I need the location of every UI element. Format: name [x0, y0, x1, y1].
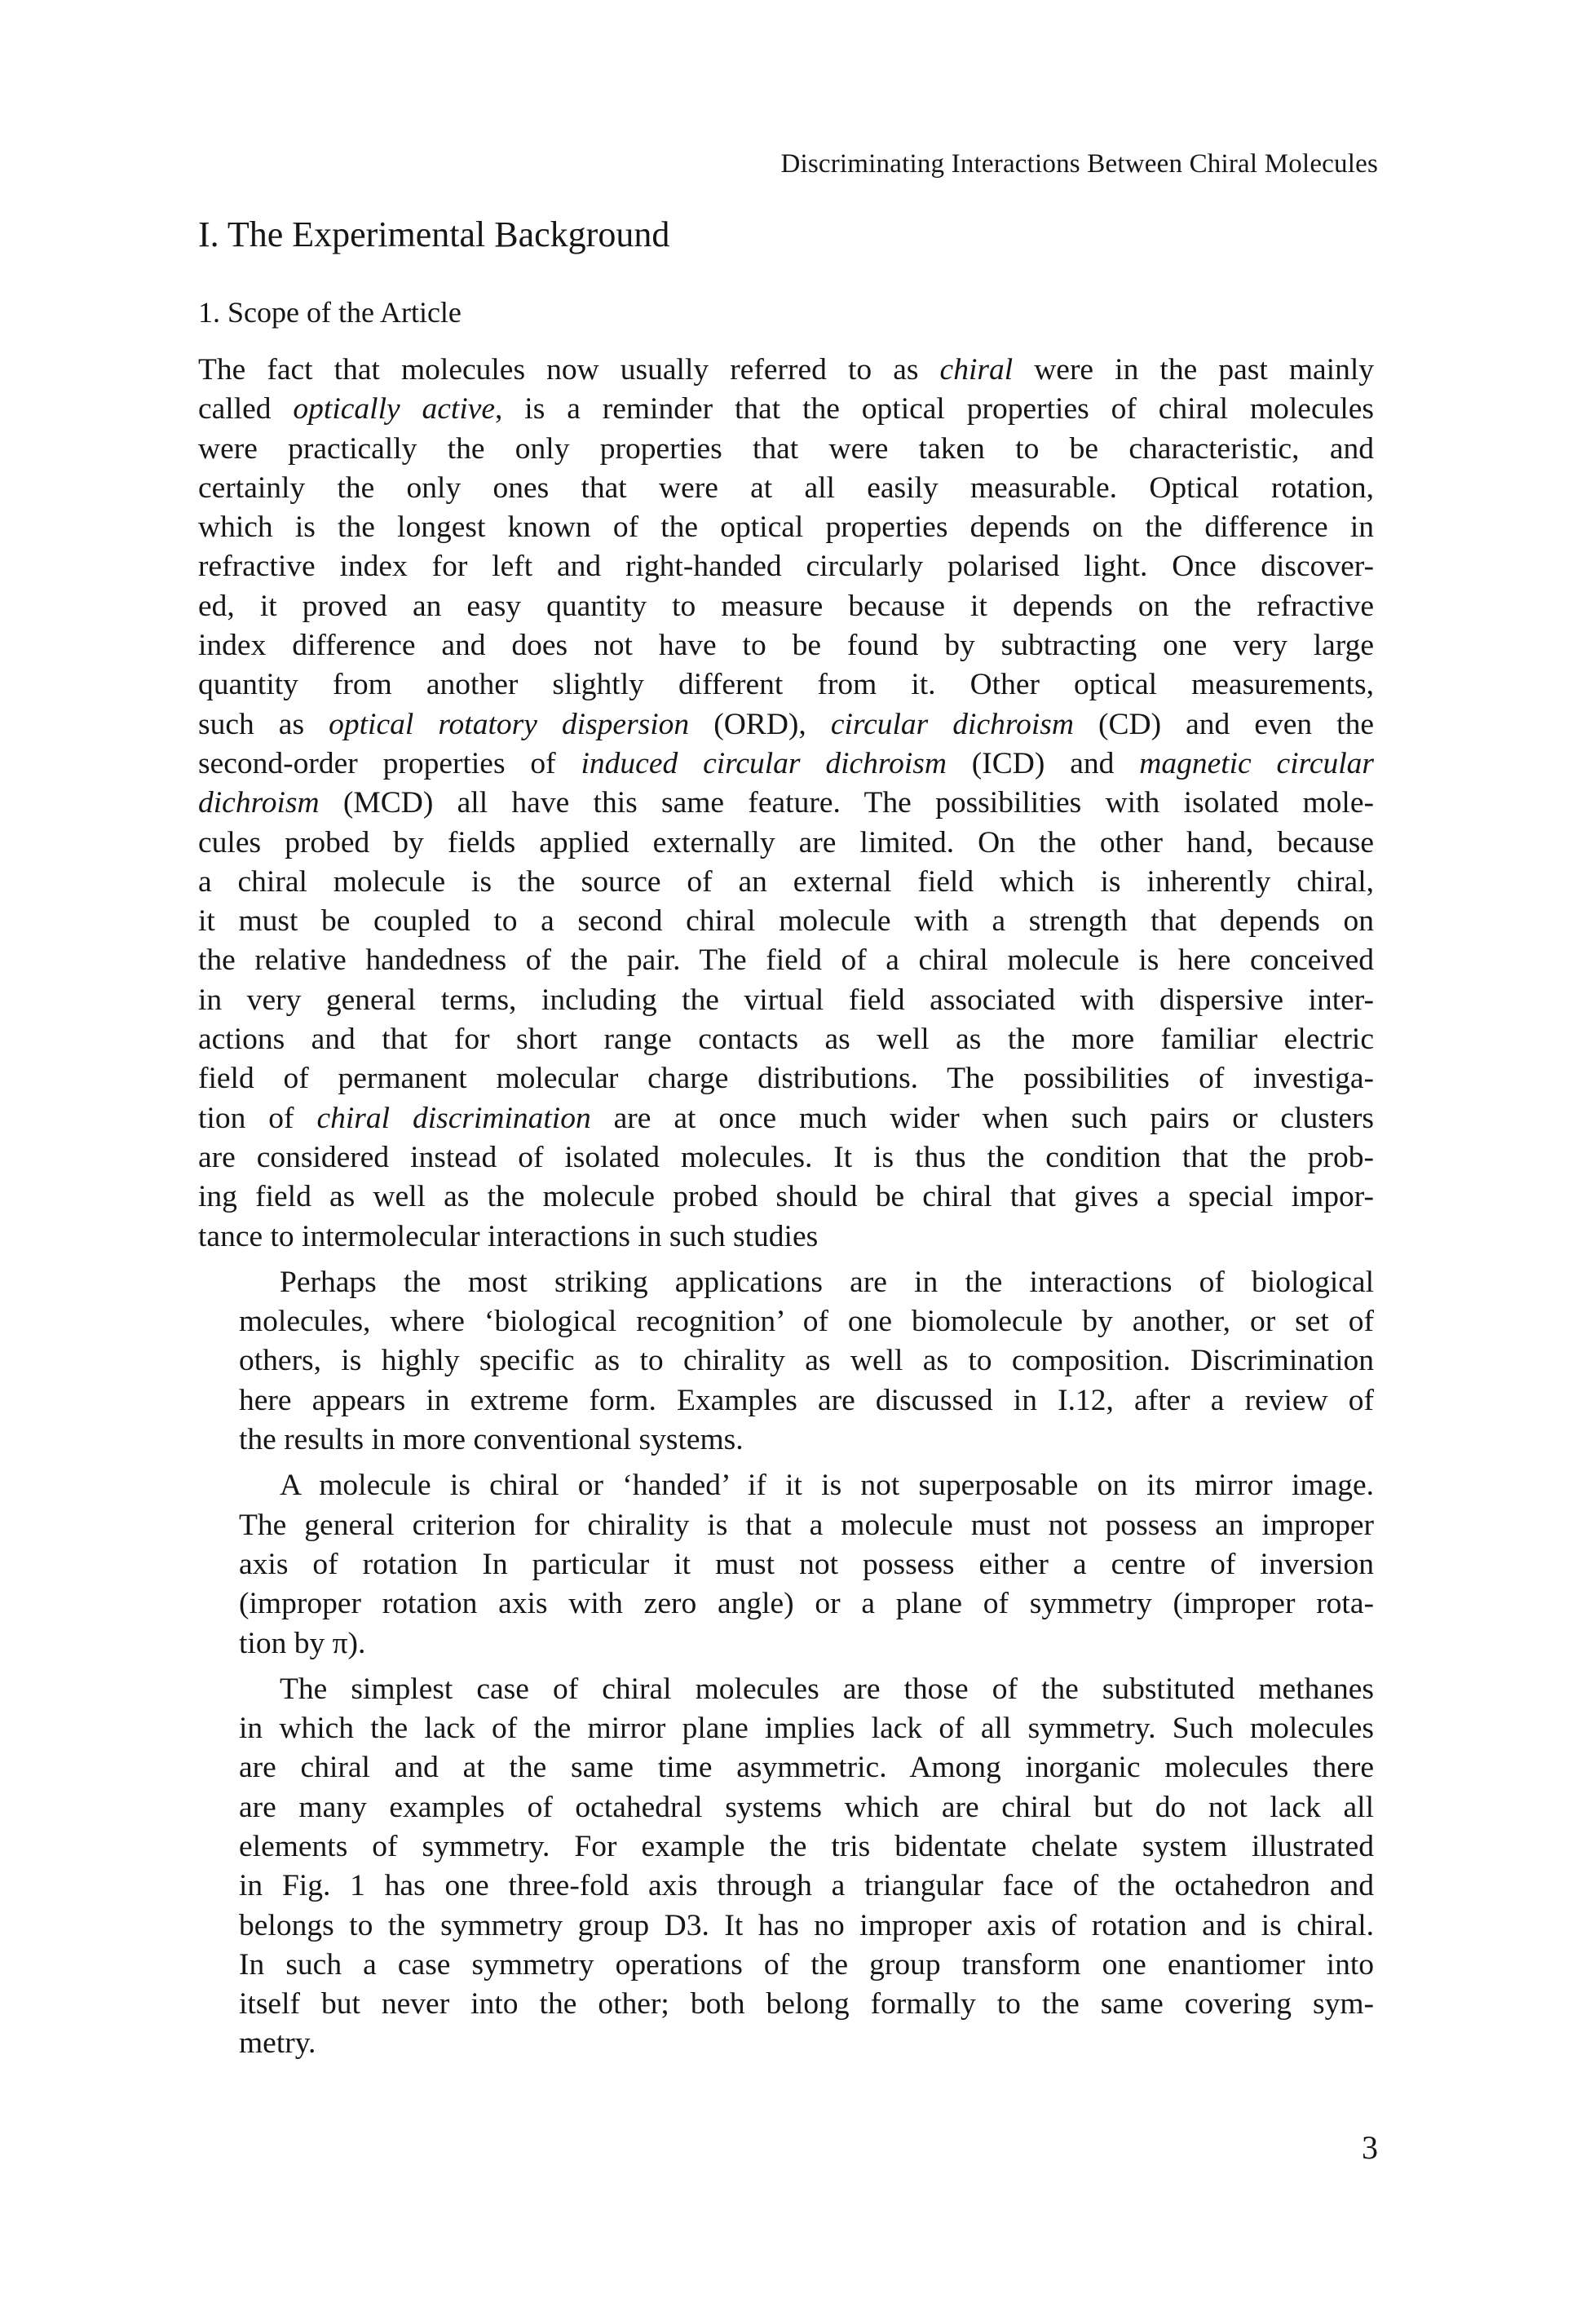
text-line: Perhaps the most striking applications are in the interactions of biological — [280, 1265, 1374, 1299]
text-line: refractive index for left and right-handed circularly polarised light. Once discover- — [198, 550, 1374, 584]
text-line: were practically the only properties that were taken to be characteristic, and — [198, 431, 1374, 466]
text-line: second-order properties of induced circular dichroism (ICD) and magnetic circular — [198, 746, 1374, 780]
italic-term: optical rotatory dispersion — [329, 707, 690, 741]
text-line: here appears in extreme form. Examples are discussed in I.12, after a review of — [239, 1383, 1374, 1417]
text-line: belongs to the symmetry group D3. It has no improper axis of rotation and is chiral. — [239, 1908, 1374, 1942]
text-line: the relative handedness of the pair. The field of a chiral molecule is here conceived — [198, 943, 1374, 978]
text-line: which is the longest known of the optical properties depends on the difference in — [198, 510, 1374, 545]
text-line: in very general terms, including the virtual field associated with dispersive inter- — [198, 983, 1374, 1017]
text-line: axis of rotation In particular it must not possess either a centre of inversion — [239, 1547, 1374, 1581]
italic-term: induced circular dichroism — [581, 746, 947, 780]
text-line: ed, it proved an easy quantity to measure because it depends on the refractive — [198, 589, 1374, 623]
text-line: it must be coupled to a second chiral molecule with a strength that depends on — [198, 904, 1374, 939]
text-line: (improper rotation axis with zero angle) or a plane of symmetry (improper rota- — [239, 1587, 1374, 1621]
text-line: the results in more conventional systems. — [239, 1423, 744, 1457]
paragraph-4 — [198, 1670, 1374, 2064]
text-line: are considered instead of isolated molecules. It is thus the condition that the prob- — [198, 1140, 1374, 1174]
text-line: others, is highly specific as to chirality as well as to composition. Discrimination — [239, 1344, 1374, 1378]
text-line: are many examples of octahedral systems which are chiral but do not lack all — [239, 1790, 1374, 1824]
text-line: metry. — [239, 2026, 316, 2061]
text-line: tance to intermolecular interactions in such studies — [198, 1219, 819, 1253]
text-line: in Fig. 1 has one three-fold axis through a triangular face of the octahedron and — [239, 1869, 1374, 1903]
italic-term: chiral — [939, 353, 1014, 387]
text-line: index difference and does not have to be found by subtracting one very large — [198, 629, 1374, 663]
text-line: The fact that molecules now usually referred to as chiral were in the past mainly — [198, 353, 1374, 387]
paragraph-1 — [198, 351, 1374, 1257]
text-line: The simplest case of chiral molecules are those of the substituted methanes — [280, 1672, 1374, 1706]
text-line: tion of chiral discrimination are at once much wider when such pairs or clusters — [198, 1101, 1374, 1135]
text-line: In such a case symmetry operations of the group transform one enantiomer into — [239, 1947, 1374, 1982]
paragraph-3 — [198, 1466, 1374, 1663]
text-line: called optically active, is a reminder that the optical properties of chiral molecules — [198, 392, 1374, 426]
text-line: field of permanent molecular charge distributions. The possibilities of investiga- — [198, 1062, 1374, 1096]
text-line: molecules, where ‘biological recognition’ of one biomolecule by another, or set of — [239, 1305, 1374, 1339]
article-body — [198, 351, 1374, 2070]
italic-term: circular dichroism — [830, 707, 1074, 741]
running-head: Discriminating Interactions Between Chiral Molecules — [780, 149, 1378, 179]
text-line: are chiral and at the same time asymmetric. Among inorganic molecules there — [239, 1751, 1374, 1785]
paragraph-2 — [198, 1263, 1374, 1460]
subsection-heading: 1. Scope of the Article — [198, 296, 462, 329]
text-line: itself but never into the other; both belong formally to the same covering sym- — [239, 1987, 1374, 2021]
italic-term: chiral discrimination — [316, 1101, 591, 1135]
text-line: A molecule is chiral or ‘handed’ if it is not superposable on its mirror image. — [280, 1469, 1374, 1503]
text-line: ing field as well as the molecule probed should be chiral that gives a special impor- — [198, 1180, 1374, 1214]
text-line: quantity from another slightly different from it. Other optical measurements, — [198, 668, 1374, 702]
italic-term: magnetic circular — [1139, 746, 1374, 780]
section-heading: I. The Experimental Background — [198, 214, 670, 254]
italic-term: optically active — [293, 392, 496, 426]
text-line: a chiral molecule is the source of an external field which is inherently chiral, — [198, 864, 1374, 899]
text-line: such as optical rotatory dispersion (ORD), circular dichroism (CD) and even the — [198, 707, 1374, 741]
text-line: dichroism (MCD) all have this same feature. The possibilities with isolated mole- — [198, 786, 1374, 820]
italic-term: dichroism — [198, 786, 320, 820]
text-line: tion by π). — [239, 1626, 366, 1660]
text-line: certainly the only ones that were at all easily measurable. Optical rotation, — [198, 471, 1374, 505]
page-number: 3 — [1362, 2129, 1378, 2166]
text-line: in which the lack of the mirror plane implies lack of all symmetry. Such molecules — [239, 1712, 1374, 1746]
text-line: The general criterion for chirality is that a molecule must not possess an improper — [239, 1508, 1374, 1542]
text-line: actions and that for short range contacts as well as the more familiar electric — [198, 1023, 1374, 1057]
text-line: elements of symmetry. For example the tris bidentate chelate system illustrated — [239, 1829, 1374, 1863]
text-line: cules probed by fields applied externally are limited. On the other hand, because — [198, 825, 1374, 859]
